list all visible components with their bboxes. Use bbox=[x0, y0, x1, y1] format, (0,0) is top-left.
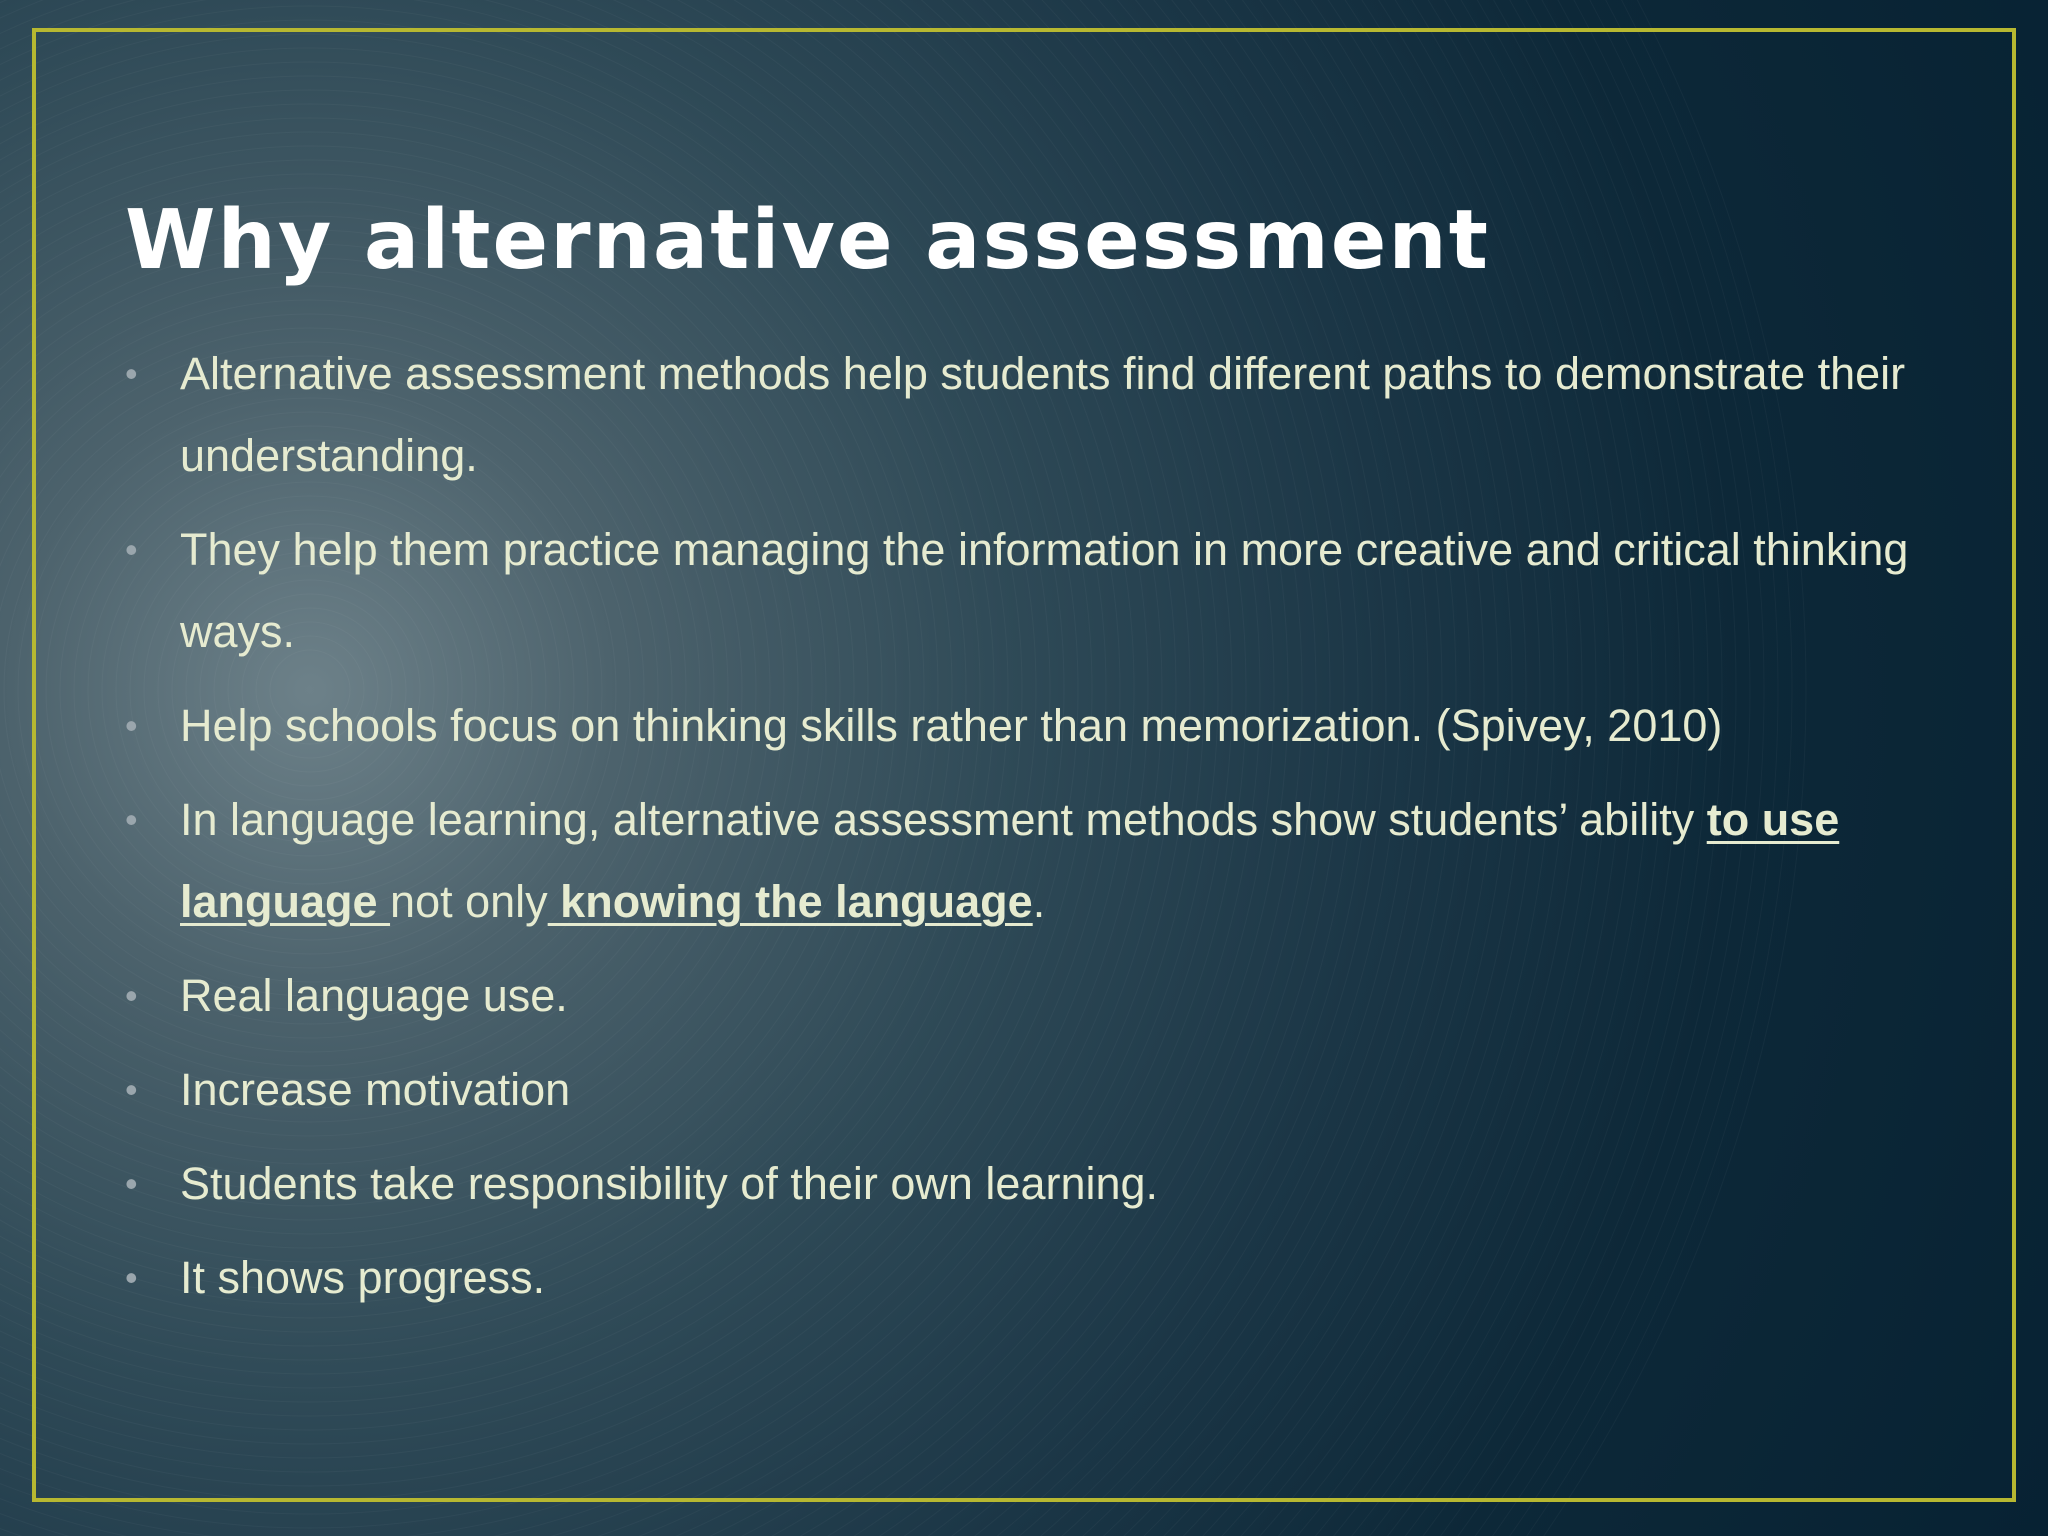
bullet-list bbox=[125, 333, 1935, 1331]
bullet-item-7 bbox=[125, 1143, 1935, 1225]
bullet-item-5 bbox=[125, 955, 1935, 1037]
bullet-text-before: In language learning, alternative assessment methods show students’ ability bbox=[180, 794, 1707, 845]
bullet-item-2 bbox=[125, 509, 1935, 673]
bullet-dot: • bbox=[125, 705, 138, 746]
bullet-item-6 bbox=[125, 1049, 1935, 1131]
bullet-item-4 bbox=[125, 779, 1935, 943]
bullet-dot: • bbox=[125, 975, 138, 1016]
bullet-item-1 bbox=[125, 333, 1935, 497]
bullet-text: Alternative assessment methods help students find different paths to demonstrate their understanding. bbox=[180, 348, 1906, 481]
bullet-text-after: . bbox=[1032, 876, 1046, 927]
bullet-text: Real language use. bbox=[180, 970, 568, 1021]
bullet-dot: • bbox=[125, 1069, 138, 1110]
bullet-dot: • bbox=[125, 529, 138, 570]
bullet-text: Students take responsibility of their own learning. bbox=[180, 1158, 1159, 1209]
bullet-dot: • bbox=[125, 1257, 138, 1298]
bullet-dot: • bbox=[125, 353, 138, 394]
bullet-text-middle: not only bbox=[390, 876, 548, 927]
bullet-item-8 bbox=[125, 1237, 1935, 1319]
bullet-text: Increase motivation bbox=[180, 1064, 571, 1115]
bullet-text: Help schools focus on thinking skills rather than memorization. (Spivey, 2010) bbox=[180, 700, 1723, 751]
bullet-text: It shows progress. bbox=[180, 1252, 546, 1303]
emphasis-use-language: to use language bbox=[180, 794, 1840, 927]
bullet-dot: • bbox=[125, 799, 138, 840]
bullet-text: They help them practice managing the information in more creative and critical thinking ways. bbox=[180, 524, 1909, 657]
slide-title: Why alternative assessment bbox=[125, 193, 1490, 288]
bullet-dot: • bbox=[125, 1163, 138, 1204]
bullet-item-3 bbox=[125, 685, 1935, 767]
emphasis-knowing-language: knowing the language bbox=[547, 876, 1033, 927]
